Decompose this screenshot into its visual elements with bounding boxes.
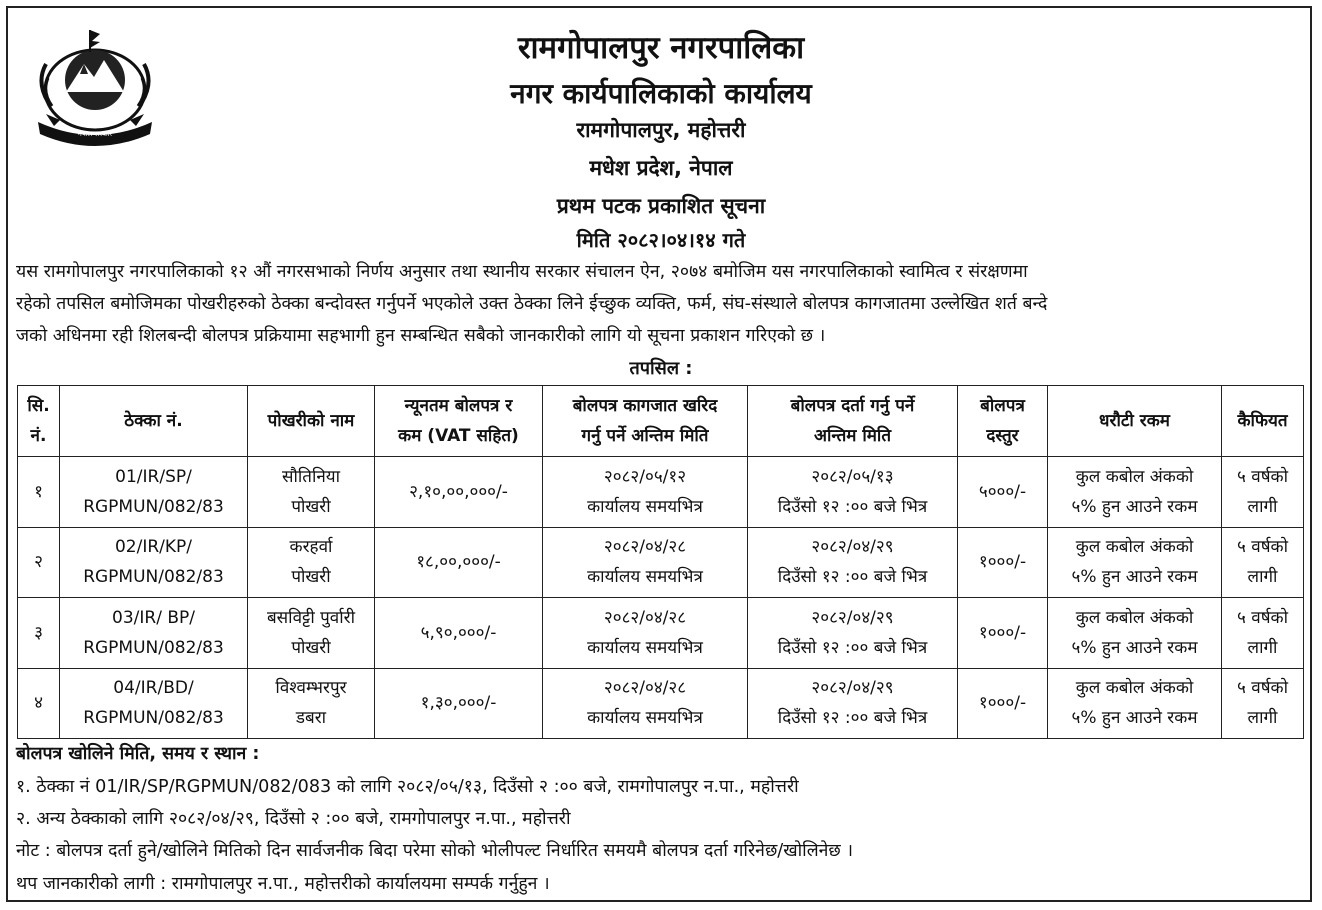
- cell-serial: २: [18, 527, 60, 597]
- opening-heading: बोलपत्र खोलिने मिति, समय र स्थान :: [16, 744, 260, 764]
- cell-deposit: कुल कबोल अंकको ५% हुन आउने रकम: [1048, 668, 1222, 738]
- cell-register-deadline: २०८२/०५/१३ दिउँसो १२ :०० बजे भित्र: [748, 457, 958, 527]
- cell-pond-name: सौतिनिया पोखरी: [248, 457, 375, 527]
- cell-tender-no: 03/IR/ BP/ RGPMUN/082/83: [60, 598, 248, 668]
- cell-purchase-deadline: २०८२/०५/१२ कार्यालय समयभित्र: [543, 457, 748, 527]
- cell-deposit: कुल कबोल अंकको ५% हुन आउने रकम: [1048, 457, 1222, 527]
- cell-bid-fee: ५०००/-: [958, 457, 1048, 527]
- emblem-caption: नेपाल सरकार: [77, 130, 113, 138]
- cell-minimum-bid: २,१०,००,०००/-: [375, 457, 543, 527]
- cell-purchase-deadline: २०८२/०४/२८ कार्यालय समयभित्र: [543, 668, 748, 738]
- cell-pond-name: बसविट्टी पुर्वारी पोखरी: [248, 598, 375, 668]
- cell-deposit: कुल कबोल अंकको ५% हुन आउने रकम: [1048, 598, 1222, 668]
- municipality-title: रामगोपालपुर नगरपालिका: [517, 30, 805, 66]
- cell-serial: ३: [18, 598, 60, 668]
- tender-table: [17, 385, 1304, 739]
- cell-deposit: कुल कबोल अंकको ५% हुन आउने रकम: [1048, 527, 1222, 597]
- province-country: मधेश प्रदेश, नेपाल: [589, 156, 733, 180]
- cell-bid-fee: १०००/-: [958, 527, 1048, 597]
- table-row: [18, 668, 1304, 738]
- cell-purchase-deadline: २०८२/०४/२८ कार्यालय समयभित्र: [543, 527, 748, 597]
- cell-minimum-bid: १,३०,०००/-: [375, 668, 543, 738]
- header-minimum-bid: न्यूनतम बोलपत्र र कम (VAT सहित): [375, 386, 543, 457]
- table-caption: तपसिल :: [629, 358, 693, 379]
- notice-body: [16, 256, 1304, 352]
- header-serial: सि. नं.: [18, 386, 60, 457]
- opening-item-1: १. ठेक्का नं 01/IR/SP/RGPMUN/082/083 को लागि २०८२/०५/१३, दिउँसो २ :०० बजे, रामगोपालपुर न.पा., महोत्तरी: [16, 777, 799, 797]
- cell-serial: १: [18, 457, 60, 527]
- cell-remarks: ५ वर्षको लागी: [1222, 527, 1304, 597]
- cell-pond-name: करहर्वा पोखरी: [248, 527, 375, 597]
- cell-tender-no: 01/IR/SP/ RGPMUN/082/83: [60, 457, 248, 527]
- cell-register-deadline: २०८२/०४/२९ दिउँसो १२ :०० बजे भित्र: [748, 668, 958, 738]
- header-remarks: कैफियत: [1222, 386, 1304, 457]
- header-purchase-deadline: बोलपत्र कागजात खरिद गर्नु पर्ने अन्तिम मिति: [543, 386, 748, 457]
- cell-register-deadline: २०८२/०४/२९ दिउँसो १२ :०० बजे भित्र: [748, 527, 958, 597]
- opening-item-2: २. अन्य ठेक्काको लागि २०८२/०४/२९, दिउँसो २ :०० बजे, रामगोपालपुर न.पा., महोत्तरी: [16, 809, 571, 829]
- cell-minimum-bid: ५,९०,०००/-: [375, 598, 543, 668]
- header-bid-fee: बोलपत्र दस्तुर: [958, 386, 1048, 457]
- cell-register-deadline: २०८२/०४/२९ दिउँसो १२ :०० बजे भित्र: [748, 598, 958, 668]
- body-line: रहेको तपसिल बमोजिमका पोखरीहरुको ठेक्का बन्दोवस्त गर्नुपर्ने भएकोले उक्त ठेक्का लिने ईच्छुक व्यक्ति, फर्म, संघ-संस्थाले बोलपत्र कागजातमा उल्लेखित शर्त बन्दे: [16, 294, 1048, 314]
- table-row: [18, 598, 1304, 668]
- office-address: रामगोपालपुर, महोत्तरी: [576, 118, 746, 142]
- cell-remarks: ५ वर्षको लागी: [1222, 668, 1304, 738]
- notice-type: प्रथम पटक प्रकाशित सूचना: [556, 194, 766, 218]
- body-line: जको अधिनमा रही शिलबन्दी बोलपत्र प्रक्रियामा सहभागी हुन सम्बन्धित सबैको जानकारीको लागि यो सूचना प्रकाशन गरिएको छ ।: [16, 326, 826, 346]
- cell-remarks: ५ वर्षको लागी: [1222, 598, 1304, 668]
- holiday-note: नोट : बोलपत्र दर्ता हुने/खोलिने मितिको दिन सार्वजनीक बिदा परेमा सोको भोलीपल्ट निर्धारित समयमै बोलपत्र दर्ता गरिनेछ/खोलिनेछ ।: [16, 841, 854, 861]
- table-header-row: [18, 386, 1304, 457]
- cell-minimum-bid: १८,००,०००/-: [375, 527, 543, 597]
- cell-remarks: ५ वर्षको लागी: [1222, 457, 1304, 527]
- cell-bid-fee: १०००/-: [958, 668, 1048, 738]
- body-line: यस रामगोपालपुर नगरपालिकाको १२ औं नगरसभाको निर्णय अनुसार तथा स्थानीय सरकार संचालन ऐन, २०७४ बमोजिम यस नगरपालिकाको स्वामित्व र संरक्षणमा: [16, 262, 1028, 282]
- cell-serial: ४: [18, 668, 60, 738]
- header-tender-no: ठेक्का नं.: [60, 386, 248, 457]
- contact-info: थप जानकारीको लागी : रामगोपालपुर न.पा., महोत्तरीको कार्यालयमा सम्पर्क गर्नुहुन ।: [16, 874, 550, 894]
- table-row: [18, 457, 1304, 527]
- cell-pond-name: विश्वम्भरपुर डबरा: [248, 668, 375, 738]
- cell-purchase-deadline: २०८२/०४/२८ कार्यालय समयभित्र: [543, 598, 748, 668]
- notice-date: मिति २०८२।०४।१४ गते: [576, 228, 746, 252]
- header-register-deadline: बोलपत्र दर्ता गर्नु पर्ने अन्तिम मिति: [748, 386, 958, 457]
- cell-bid-fee: १०००/-: [958, 598, 1048, 668]
- table-row: [18, 527, 1304, 597]
- cell-tender-no: 04/IR/BD/ RGPMUN/082/83: [60, 668, 248, 738]
- cell-tender-no: 02/IR/KP/ RGPMUN/082/83: [60, 527, 248, 597]
- header-deposit: धरौटी रकम: [1048, 386, 1222, 457]
- header-pond-name: पोखरीको नाम: [248, 386, 375, 457]
- office-title: नगर कार्यपालिकाको कार्यालय: [510, 77, 812, 110]
